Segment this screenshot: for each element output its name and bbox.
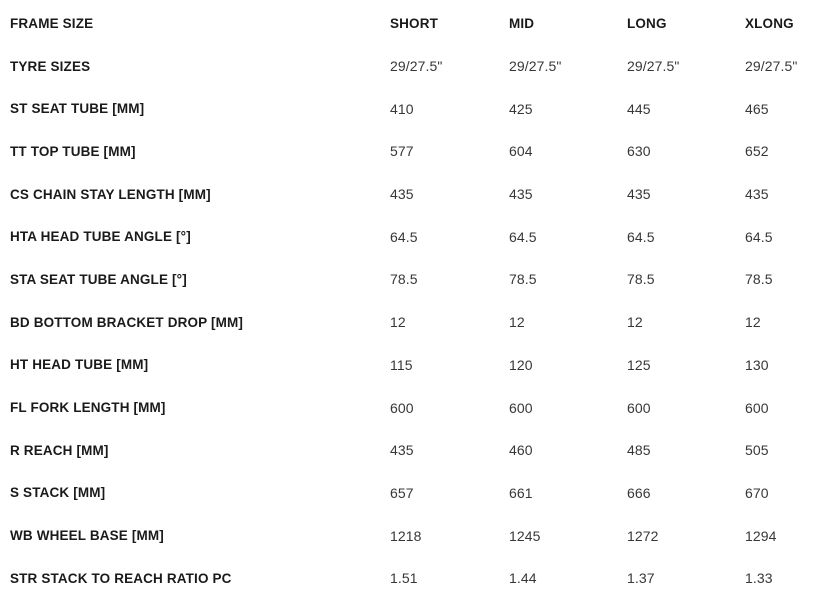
cell-value: 460 [509, 442, 533, 459]
row-label: S STACK [MM] [10, 485, 106, 501]
row-label: TYRE SIZES [10, 58, 91, 74]
cell-value: 12 [745, 314, 761, 331]
cell-value: 1.44 [509, 570, 537, 587]
cell-value: 670 [745, 484, 769, 501]
row-label: HT HEAD TUBE [MM] [10, 357, 149, 373]
cell-value: 1245 [509, 527, 541, 544]
table-row [0, 472, 814, 515]
cell-value: 29/27.5" [745, 58, 798, 75]
cell-value: 435 [509, 186, 533, 203]
cell-value: 435 [390, 186, 414, 203]
column-header-mid: MID [509, 15, 535, 31]
cell-value: 78.5 [745, 271, 773, 288]
cell-value: 505 [745, 442, 769, 459]
cell-value: 1.37 [627, 570, 655, 587]
cell-value: 130 [745, 356, 769, 373]
cell-value: 445 [627, 100, 651, 117]
cell-value: 1.51 [390, 570, 418, 587]
cell-value: 29/27.5" [509, 58, 562, 75]
cell-value: 577 [390, 143, 414, 160]
cell-value: 29/27.5" [390, 58, 443, 75]
cell-value: 1218 [390, 527, 422, 544]
cell-value: 600 [509, 399, 533, 416]
row-label: WB WHEEL BASE [MM] [10, 528, 164, 544]
table-row [0, 87, 814, 130]
column-header-frame-size: FRAME SIZE [10, 15, 94, 31]
cell-value: 78.5 [390, 271, 418, 288]
cell-value: 1.33 [745, 570, 773, 587]
cell-value: 64.5 [745, 228, 773, 245]
column-header-short: SHORT [390, 15, 438, 31]
cell-value: 600 [745, 399, 769, 416]
row-label: HTA HEAD TUBE ANGLE [°] [10, 229, 191, 245]
table-row [0, 301, 814, 344]
cell-value: 465 [745, 100, 769, 117]
cell-value: 78.5 [627, 271, 655, 288]
row-label: CS CHAIN STAY LENGTH [MM] [10, 186, 211, 202]
table-row [0, 344, 814, 387]
row-label: STA SEAT TUBE ANGLE [°] [10, 271, 187, 287]
cell-value: 604 [509, 143, 533, 160]
cell-value: 1272 [627, 527, 659, 544]
cell-value: 600 [390, 399, 414, 416]
table-row [0, 45, 814, 88]
row-label: BD BOTTOM BRACKET DROP [MM] [10, 314, 244, 330]
cell-value: 661 [509, 484, 533, 501]
cell-value: 435 [627, 186, 651, 203]
cell-value: 435 [390, 442, 414, 459]
table-row [0, 130, 814, 173]
row-label: TT TOP TUBE [MM] [10, 143, 136, 159]
table-body [0, 45, 814, 600]
cell-value: 12 [509, 314, 525, 331]
cell-value: 29/27.5" [627, 58, 680, 75]
cell-value: 485 [627, 442, 651, 459]
row-label: STR STACK TO REACH RATIO PC [10, 570, 232, 586]
cell-value: 12 [390, 314, 406, 331]
table-row [0, 173, 814, 216]
cell-value: 64.5 [627, 228, 655, 245]
table-row [0, 215, 814, 258]
table-row [0, 557, 814, 600]
cell-value: 125 [627, 356, 651, 373]
row-label: R REACH [MM] [10, 442, 109, 458]
cell-value: 64.5 [509, 228, 537, 245]
cell-value: 600 [627, 399, 651, 416]
cell-value: 630 [627, 143, 651, 160]
cell-value: 435 [745, 186, 769, 203]
table-header-row [0, 2, 814, 45]
cell-value: 78.5 [509, 271, 537, 288]
row-label: ST SEAT TUBE [MM] [10, 101, 145, 117]
cell-value: 115 [390, 356, 413, 373]
table-row [0, 258, 814, 301]
table-row [0, 386, 814, 429]
table-row [0, 429, 814, 472]
table-row [0, 514, 814, 557]
cell-value: 652 [745, 143, 769, 160]
cell-value: 12 [627, 314, 643, 331]
cell-value: 657 [390, 484, 414, 501]
cell-value: 666 [627, 484, 651, 501]
cell-value: 410 [390, 100, 414, 117]
column-header-xlong: XLONG [745, 15, 794, 31]
cell-value: 1294 [745, 527, 777, 544]
cell-value: 120 [509, 356, 533, 373]
row-label: FL FORK LENGTH [MM] [10, 400, 166, 416]
cell-value: 64.5 [390, 228, 418, 245]
column-header-long: LONG [627, 15, 667, 31]
cell-value: 425 [509, 100, 533, 117]
